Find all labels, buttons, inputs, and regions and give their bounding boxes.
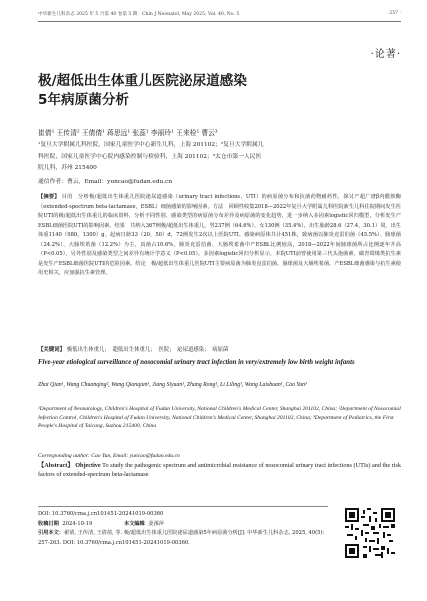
correspondence-en: Corresponding author: Cao Yun, Email: yuncao@fudan.edu.cn: [38, 453, 180, 459]
authors-cn: 崔倩¹ 王传清² 王倩倩¹ 蒋思远¹ 张蕊¹ 李丽玲¹ 王来栓¹ 曹云³: [38, 129, 218, 137]
article-meta: [38, 510, 328, 548]
page-number: · 257 ·: [386, 11, 401, 16]
abstract-cn-tag: 【摘要】: [38, 194, 60, 200]
editor-label: 本文编辑: [124, 520, 145, 527]
citation: [38, 529, 328, 548]
cite-text: 翟倩, 王传清, 王倩倩, 等. 极/超低出生体重儿医院泌尿道感染5年病原菌分析[J]. 中华新生儿科杂志, 2025, 40(5): 257-263. DOI: 10.3760/cma.j.cn101451-20241019-00360.: [38, 530, 325, 546]
affiliations-en: ¹Department of Neonatology, Children's Hospital of Fudan University, National Children's Medical Center, Shanghai 201102, China; ²Department of Nosocomial Infection Control, Children's Hospital of Fudan University, National Children's Medical Center, Shanghai 201102, China; ³Department of Pediatrics, the First People's Hospital of Taicang, Suzhou 215400, China: [38, 406, 401, 430]
header-divider: [38, 21, 401, 22]
editor-name: 姜孫萍: [148, 520, 164, 527]
doi-line: DOI: 10.3760/cma.j.cn101451-20241019-00360: [38, 511, 164, 517]
received-line: [38, 520, 328, 530]
column-label: ·论著·: [370, 49, 401, 60]
authors-en: Zhai Qian¹, Wang Chuanqing², Wang Qianqian¹, Jiang Siyuan¹, Zhang Rong¹, Li Liling¹, Wang Laishuan¹, Cao Yun³: [38, 382, 307, 388]
meta-divider: [38, 506, 328, 507]
article-title-en: Five-year etiological surveillance of nosocomial urinary tract infection in very/extremely low birth weight infants: [38, 359, 355, 366]
abstract-en-text: To study the pathogenic spectrum and antimicrobial resistance of nosocomial urinary tract infections (UTIs) and the risk factors of extended-spectrum beta-lactamase: [38, 462, 401, 478]
abstract-en-label: Objective: [75, 462, 101, 469]
affiliation-line: 科医院、国家儿童医学中心院内感染控制与检验科，上海 201102；³太仓市第一人民医: [38, 153, 262, 160]
running-header-journal: 中华新生儿科杂志 2025 年 5 月第 40 卷第 5 期 Chin J Neonatol, May 2025, Vol. 40, No. 5: [38, 12, 240, 17]
article-title-line2: 5年病原菌分析: [38, 92, 130, 108]
qr-code-icon: [345, 508, 395, 558]
affiliation-line: ¹复旦大学附属儿科医院、国家儿童医学中心新生儿科，上海 201102；²复旦大学附属儿: [38, 142, 264, 148]
article-title-line1: 极/超低出生体重儿医院泌尿道感染: [38, 73, 247, 89]
received-date: 2024-10-19: [62, 520, 93, 527]
abstract-cn: [38, 193, 401, 341]
affiliations-cn: [38, 140, 398, 175]
affiliation-line: 院儿科，苏州 215400: [38, 165, 97, 171]
cite-label: 引用本文：: [38, 530, 64, 536]
abstract-en: [38, 461, 401, 479]
keywords-cn-tag: 【关键词】: [38, 347, 65, 353]
correspondence-cn: 通信作者：曹云，Email：yuncao@fudan.edu.cn: [38, 179, 173, 185]
running-header: [38, 11, 401, 20]
keywords-cn-text: 极低出生体重儿； 超低出生体重儿； 医院； 泌尿道感染； 病原菌: [66, 347, 229, 353]
keywords-cn: [38, 345, 401, 353]
abstract-cn-text: 目的 分析极/超低出生体重儿医院泌尿道感染（urinary tract infections，UTI）的病原菌分布和抗菌药物耐药性，探讨产超广谱β内酰胺酶（extended-spectrum beta-lactamase，ESBL）细菌感染的影响因素。方法 回顾性收集2018—2022年复旦大学附属儿科医院新生儿科住院期间发生医院UTI的极/超低出生体重儿的临床资料，分析不同性别、感染类型的病原菌分布差异及病原菌的变化趋势，进一步纳入多因素logistic回归模型，分析发生产ESBL细菌医院UTI的影响因素。结果 共纳入367例极/超低出生体重儿，男237例（64.6%），女130例（35.4%），出生胎龄28.6（27.4，30.1）周，出生体重1140（980，1300）g。起病日龄33（20，50）d，72例发生2次以上医院UTI。感染病原体共计451株，致病菌以肺炎克雷伯菌（45.5%）、肠球菌（24.2%）、大肠埃希菌（12.2%）为主，真菌占10.6%。肺炎克雷伯菌、大肠埃希菌中产ESBL比例较高，2018—2022年间肠球菌所占比例逐年升高（P<0.05），另外性别及感染类型之间差异有统计学意义（P<0.05）。多因素logistic回归分析显示，本院UTI前曾使用第三代头孢菌素、碳青霉烯类抗生素是发生产ESBL细菌医院UTI的危险因素。结论 极/超低出生体重儿医院UTI主要病原菌为肺炎克雷伯菌、肠球菌及大肠埃希菌，产ESBL细菌感染与抗生素使用史相关，应加强抗生素管理。: [38, 194, 401, 276]
received-label: 收稿日期: [38, 520, 59, 527]
article-title: [38, 72, 338, 110]
abstract-en-tag: 【Abstract】: [38, 462, 74, 469]
